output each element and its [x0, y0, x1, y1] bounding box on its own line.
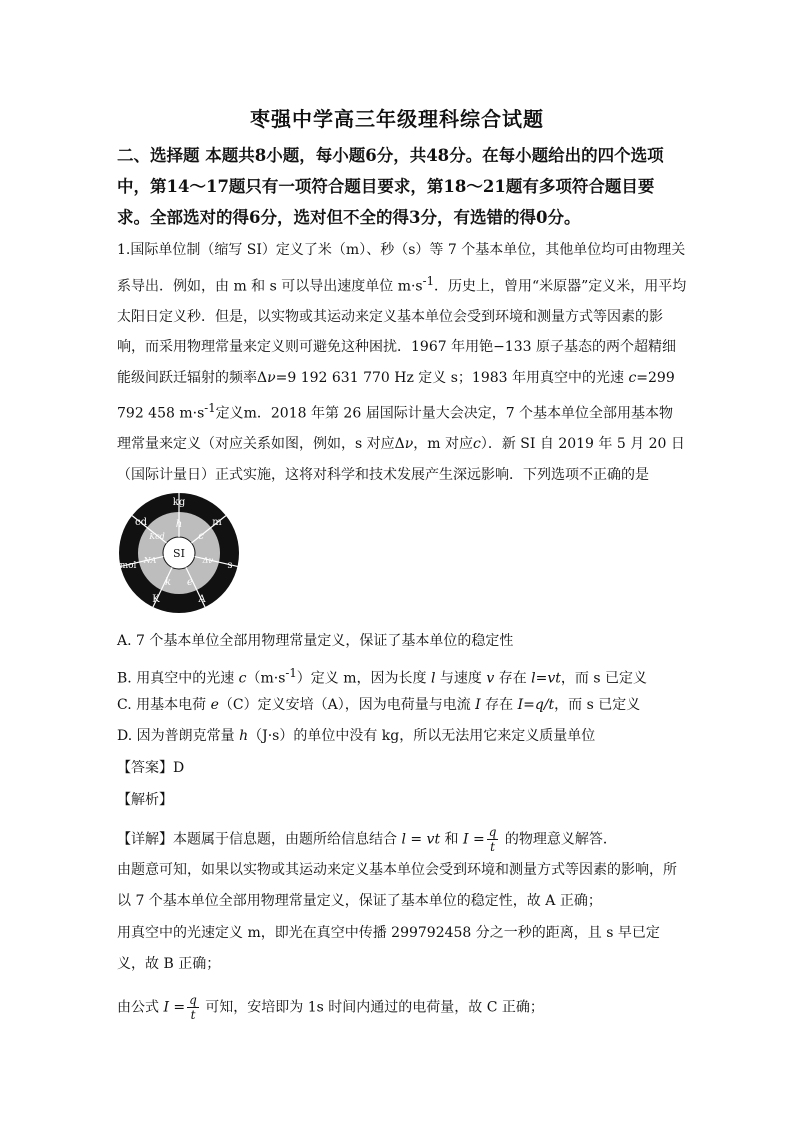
unit-s: s	[227, 560, 233, 571]
analysis-tag: 【解析】	[117, 792, 173, 808]
const-NA: NA	[143, 556, 157, 565]
option-b-text-4: 与速度	[435, 670, 487, 687]
stem-sup-2: -1	[204, 401, 216, 416]
const-e: e	[187, 577, 193, 588]
option-d-text-2: （J·s）的单位中没有 kg，所以无法用它来定义质量单位	[248, 728, 596, 744]
option-b-text-6: ，而 s 已定义	[560, 670, 648, 687]
unit-K: K	[152, 594, 160, 605]
option-c	[117, 694, 687, 716]
detail-equation-2-lhs: I =	[463, 831, 485, 848]
stem-sup-1: -1	[422, 273, 434, 288]
const-c: c	[198, 531, 204, 542]
unit-m: m	[212, 517, 222, 528]
detail-fraction-den: t	[490, 840, 495, 854]
option-c-text-1: C. 用基本电荷	[117, 697, 211, 713]
option-c-var-I: I	[475, 697, 481, 713]
stem-text-3: =9 192 631 770 Hz 定义 s；1983 年用真空中的光速	[275, 369, 629, 386]
detail-equation-1: l = vt	[401, 831, 441, 848]
analysis-paragraph-b: 用真空中的光速定义 m，即光在真空中传播 299792458 分之一秒的距离，且 s 早已定义，故 B 正确；	[117, 925, 660, 972]
page-title: 枣强中学高三年级理科综合试题	[250, 107, 544, 131]
detail-fraction	[487, 825, 499, 854]
option-b-sup: -1	[285, 666, 297, 680]
option-b	[117, 662, 687, 690]
paragraph-c-fraction	[187, 993, 199, 1022]
detail-text-2: 和	[440, 831, 464, 848]
option-c-text-2: （C）定义安培（A），因为电荷量与电流	[218, 697, 476, 713]
unit-cd: cd	[134, 517, 148, 528]
stem-var-nu-2: ν	[404, 436, 414, 453]
detail-fraction-num: q	[488, 825, 497, 839]
const-Kcd: Kcd	[149, 532, 165, 541]
paragraph-c-equation-lhs: I =	[163, 999, 186, 1016]
unit-mol: mol	[119, 561, 137, 571]
question-stem	[117, 235, 687, 490]
option-c-equation: I=q/t	[517, 697, 555, 713]
option-b-text-1: B. 用真空中的光速	[117, 670, 239, 687]
option-c-text-3: 存在	[480, 697, 518, 713]
stem-text-4: =299 792 458 m·s	[117, 369, 675, 422]
option-a: A. 7 个基本单位全部用物理常量定义，保证了基本单位的稳定性	[117, 633, 514, 649]
analysis-paragraph-a: 由题意可知，如果以实物或其运动来定义基本单位会受到环境和测量方式等因素的影响，所以 7 个基本单位全部用物理常量定义，保证了基本单位的稳定性，故 A 正确；	[117, 862, 677, 909]
option-b-var-c: c	[238, 670, 247, 687]
option-b-text-3: ）定义 m，因为长度	[296, 670, 431, 687]
option-d-text-1: D. 因为普朗克常量	[117, 728, 240, 744]
option-b-equation: l=vt	[531, 670, 561, 687]
section-header: 二、选择题 本题共8小题，每小题6分，共48分。在每小题给出的四个选项中，第14～17题只有一项符合题目要求，第18～21题有多项符合题目要求。全部选对的得6分，选对但不全的得3分，有选错的得0分。	[117, 146, 664, 227]
detail-text-1: 【详解】本题属于信息题，由题所给信息结合	[117, 831, 402, 848]
unit-kg: kg	[172, 497, 186, 508]
option-b-text-5: 存在	[494, 670, 532, 687]
stem-text-7: ）．新 SI 自 2019 年 5 月 20 日（国际计量日）正式实施，这将对科学和技术发展产生深远影响．下列选项不正确的是	[117, 436, 685, 483]
const-k: k	[164, 577, 172, 588]
option-c-var-e: e	[210, 697, 219, 713]
si-units-wheel-figure	[118, 492, 240, 614]
stem-text-1: 1.国际单位制（缩写 SI）定义了米（m）、秒（s）等 7 个基本单位，其他单位均可由物理关系导出．例如，由 m 和 s 可以导出速度单位 m·s	[117, 242, 686, 295]
detail-text-3: 的物理意义解答．	[500, 831, 617, 848]
paragraph-c-fraction-den: t	[190, 1008, 196, 1022]
option-b-var-v: v	[486, 670, 495, 687]
answer-tag: 【答案】D	[117, 760, 185, 776]
stem-text-2: ．历史上，曾用“米原器”定义米，用平均太阳日定义秒．但是，以实物或其运动来定义基本单位会受到环境和测量方式等因素的影响，而采用物理常量来定义则可避免这种困扰．1967 年用铯−133 原子基态的两个超精细能级间跃迁辐射的频率Δ	[117, 278, 687, 386]
stem-text-6: ，m 对应	[413, 436, 473, 453]
detail-line	[117, 825, 687, 854]
const-delta-nu: Δν	[202, 556, 214, 565]
stem-var-c-1: c	[628, 369, 637, 386]
const-h: h	[175, 519, 183, 530]
stem-var-nu-1: ν	[267, 369, 276, 386]
analysis-paragraph-c	[117, 993, 687, 1022]
stem-text-5: 定义m．2018 年第 26 届国际计量大会决定，7 个基本单位全部用基本物理常量来定义（对应关系如图，例如，s 对应Δ	[117, 405, 674, 453]
option-b-text-2: （m·s	[246, 670, 286, 687]
option-d	[117, 725, 687, 747]
center-label: SI	[173, 547, 185, 560]
paragraph-c-text-2: 可知，安培即为 1s 时间内通过的电荷量，故 C 正确；	[200, 999, 544, 1016]
option-b-var-l: l	[430, 670, 436, 687]
option-c-text-4: ，而 s 已定义	[554, 697, 641, 713]
paragraph-c-fraction-num: q	[189, 993, 197, 1007]
stem-var-c-2: c	[473, 436, 481, 453]
paragraph-c-text-1: 由公式	[117, 999, 164, 1016]
option-d-var-h: h	[239, 728, 249, 744]
unit-A: A	[198, 594, 206, 605]
